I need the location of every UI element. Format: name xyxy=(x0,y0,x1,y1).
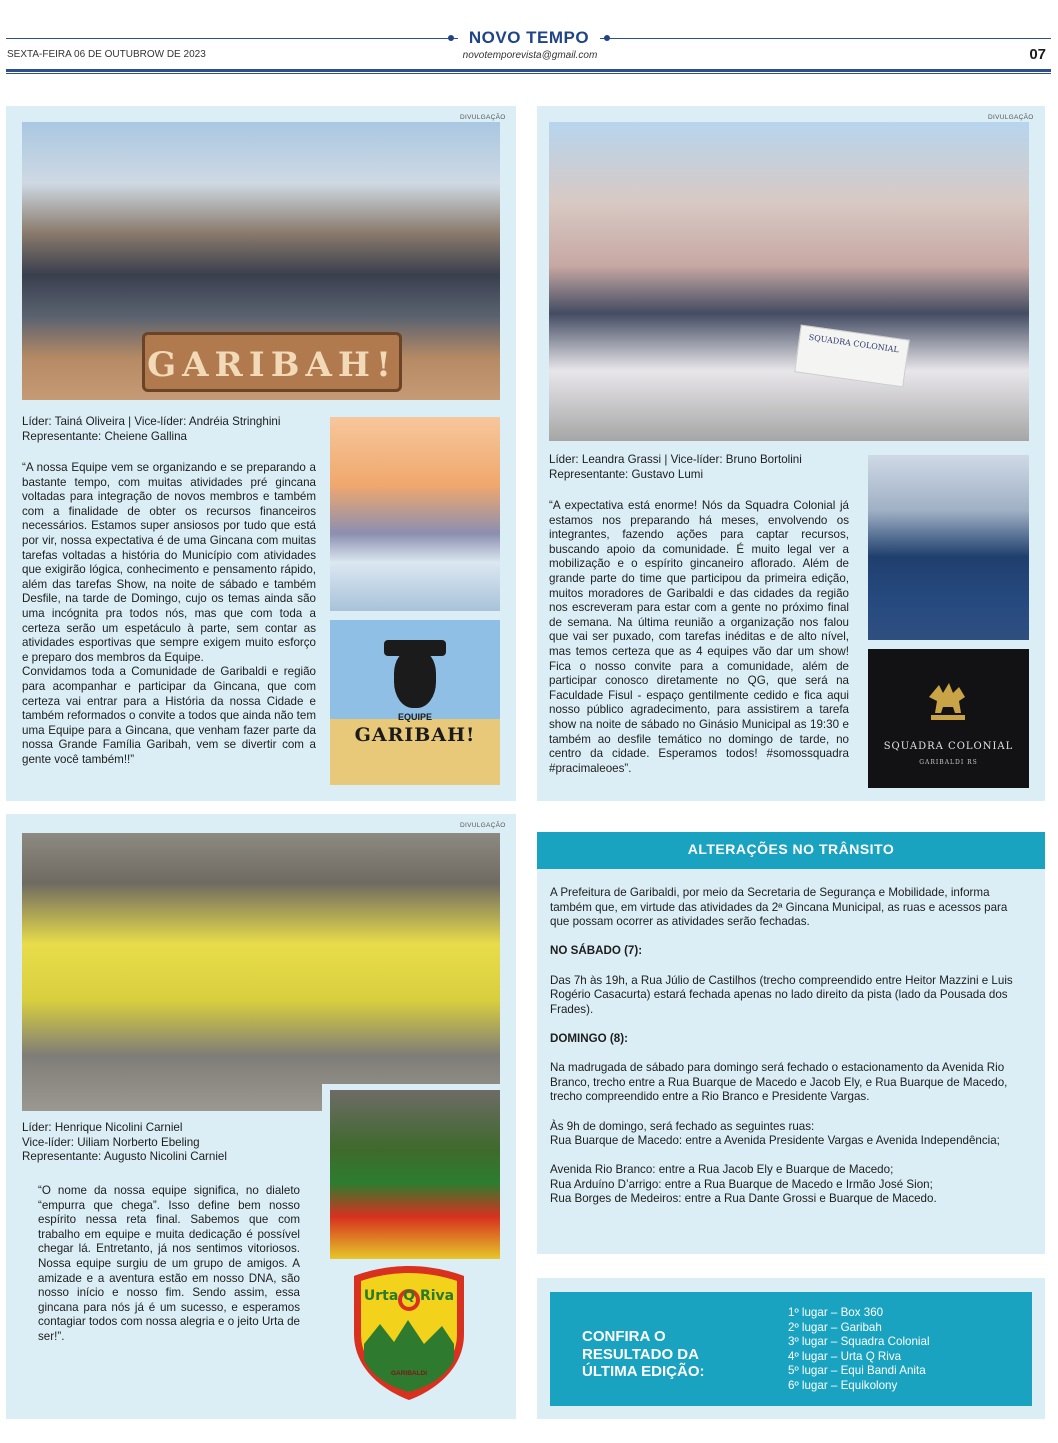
results-item: 4º lugar – Urta Q Riva xyxy=(788,1349,902,1363)
traffic-street-item: Rua Arduíno D’arrigo: entre a Rua Buarque de Macedo e Irmão José Sion; xyxy=(550,1177,933,1191)
urta-team-photo xyxy=(22,833,500,1111)
results-label-line: ÚLTIMA EDIÇÃO: xyxy=(582,1363,705,1380)
squadra-rep-line: Representante: Gustavo Lumi xyxy=(549,467,704,481)
results-item: 6º lugar – Equikolony xyxy=(788,1378,898,1392)
traffic-saturday-text: Das 7h às 19h, a Rua Júlio de Castilhos (trecho compreendido entre Heitor Mazzini e Luis Rogério Casacurta) estará fechada apenas no lado direito da pista (lado da Pousada dos Frades). xyxy=(550,973,1013,1016)
squadra-panel xyxy=(537,106,1045,801)
squadra-team-photo xyxy=(549,122,1029,441)
garibah-logo-name: GARIBAH! xyxy=(354,724,476,746)
header-rule-bottom xyxy=(6,69,1051,72)
garibah-quote xyxy=(22,461,316,767)
garibah-logo-equipe: EQUIPE xyxy=(397,712,432,722)
results-item: 3º lugar – Squadra Colonial xyxy=(788,1335,930,1349)
page-number: 07 xyxy=(1029,46,1046,63)
issue-date: SEXTA-FEIRA 06 DE OUTUBROW DE 2023 xyxy=(7,49,206,60)
urta-logo xyxy=(350,1264,468,1402)
header-dot-left xyxy=(448,35,454,41)
garibah-team-photo xyxy=(22,122,500,400)
traffic-sunday-title: DOMINGO (8): xyxy=(550,1031,628,1045)
traffic-heading: ALTERAÇÕES NO TRÂNSITO xyxy=(687,841,895,857)
squadra-banner xyxy=(794,325,910,388)
garibah-logo xyxy=(330,620,500,785)
squadra-logo-sub: GARIBALDI RS xyxy=(919,759,978,766)
photo-credit: DIVULGAÇÃO xyxy=(988,114,1034,121)
results-label xyxy=(582,1328,704,1381)
results-label-line: CONFIRA O xyxy=(582,1328,666,1345)
garibah-wooden-sign xyxy=(142,332,402,392)
photo-credit: DIVULGAÇÃO xyxy=(460,822,506,829)
header-rule-bottom-thin xyxy=(6,73,1051,74)
traffic-heading-bar xyxy=(537,832,1045,869)
results-item: 5º lugar – Equi Bandi Anita xyxy=(788,1364,926,1378)
results-item: 1º lugar – Box 360 xyxy=(788,1306,884,1319)
garibah-logo-face xyxy=(394,650,436,708)
header-dot-right xyxy=(604,35,610,41)
urta-logo-name: Urta Q Riva xyxy=(363,1288,455,1304)
garibah-paragraph-2: Convidamos toda a Comunidade de Garibaldi e região para acompanhar e participar da Gincana, que com certeza vai entrar para a História da nossa Cidade e também reformados o convite a todos que ainda não tem uma Equipe para a Gincana, que venham fazer parte da nossa Grande Família Garibah, vem se divertir com a gente você também!!” xyxy=(22,665,316,766)
urta-paragraph-1: “O nome da nossa equipe significa, no dialeto “empurra que chega”. Isso define bem nosso espírito nessa reta final. Sabemos que com trabalho em equipe e muita dedicação é possível chegar lá. Entretanto, já nos sentimos vitoriosos. Nossa equipe surgiu de um grupo de amigos. A amizade e a aventura estão em nosso DNA, são nosso início e nosso fim. Sendo assim, essa gincana para nós já é um sucesso, e esperamos contagiar todos com nossa alegria e o jeito Urta de ser!”. xyxy=(38,1184,300,1343)
results-box xyxy=(550,1292,1032,1406)
squadra-logo xyxy=(868,649,1029,788)
garibah-sign-text: GARIBAH! xyxy=(147,345,397,385)
squadra-leaders-photo xyxy=(868,455,1029,640)
squadra-leader-line: Líder: Leandra Grassi | Vice-líder: Bruno Bortolini xyxy=(549,453,802,466)
garibah-panel xyxy=(6,106,516,801)
masthead-title: NOVO TEMPO xyxy=(458,28,600,48)
photo-credit: DIVULGAÇÃO xyxy=(460,114,506,121)
squadra-banner-text: SQUADRA COLONIAL xyxy=(808,332,900,355)
urta-leader-line: Líder: Henrique Nicolini Carniel xyxy=(22,1121,183,1134)
urta-shield-icon xyxy=(350,1264,468,1402)
traffic-sunday-text: Na madrugada de sábado para domingo será fechado o estacionamento da Avenida Rio Branco, trecho entre a Rua Buarque de Macedo e Jacob Ely, e Rua Buarque de Macedo, trecho compreendido entre a Rio Branco e Presidente Vargas. xyxy=(550,1061,1008,1104)
urta-logo-city: GARIBALDI xyxy=(390,1370,428,1377)
garibah-leaders xyxy=(22,415,322,444)
contact-email: novotemporevista@gmail.com xyxy=(462,50,598,61)
results-label-line: RESULTADO DA xyxy=(582,1345,699,1363)
traffic-sunday-9h: Às 9h de domingo, será fechado as seguintes ruas: xyxy=(550,1119,815,1133)
squadra-leaders xyxy=(549,453,849,482)
urta-vice-line: Vice-líder: Uiliam Norberto Ebeling xyxy=(22,1135,200,1149)
garibah-rep-line: Representante: Cheiene Gallina xyxy=(22,429,187,443)
urta-leaders-photo xyxy=(322,1084,500,1259)
winged-lion-icon xyxy=(925,679,971,723)
squadra-paragraph-1: “A expectativa está enorme! Nós da Squadra Colonial já estamos nos preparando há meses, envolvendo os integrantes, fazendo ações para captar recursos, buscando apoio da comunidade. É muito legal ver a mobilização e o espírito gincaneiro aflorado. Além de grande parte do time que participou da primeira edição, muitos moradores de Garibaldi e das cidades da região nos escreveram para estar com a gente no próximo final de semana. Na última reunião a organização nos falou que vai ser puxado, com tarefas inéditas e de alto nível, mas temos certeza que as 4 equipes vão dar um show! Fica o nosso convite para a comunidade, além de participar conosco diretamente no QG, que será na Faculdade Fisul - espaço gentilmente cedido e fica aqui nosso público agradecimento, para assistirem a tarefa show na noite de sábado no Ginásio Municipal as 19:30 e também ao desfile temático no domingo de tarde, no centro da cidade. Esperamos todos! #somossquadra #pracimaleoes”. xyxy=(549,499,849,775)
traffic-street-item: Avenida Rio Branco: entre a Rua Jacob Ely e Buarque de Macedo; xyxy=(550,1163,894,1177)
squadra-quote xyxy=(549,499,849,776)
traffic-street-item: Rua Borges de Medeiros: entre a Rua Dante Grossi e Buarque de Macedo. xyxy=(550,1192,937,1206)
urta-quote xyxy=(38,1184,300,1345)
garibah-leaders-photo xyxy=(330,417,500,611)
results-item: 2º lugar – Garibah xyxy=(788,1320,882,1334)
urta-leaders xyxy=(22,1121,312,1165)
traffic-intro: A Prefeitura de Garibaldi, por meio da Secretaria de Segurança e Mobilidade, informa também que, em virtude das atividades da 2ª Gincana Municipal, as ruas e acessos para que possam ocorrer as atividades serão fechadas. xyxy=(550,886,1008,929)
garibah-leader-line: Líder: Tainá Oliveira | Vice-líder: Andréia Stringhini xyxy=(22,415,281,428)
urta-panel xyxy=(6,814,516,1419)
squadra-logo-name: SQUADRA COLONIAL xyxy=(883,741,1014,752)
traffic-street-buarque: Rua Buarque de Macedo: entre a Avenida Presidente Vargas e Avenida Independência; xyxy=(550,1134,1000,1148)
urta-rep-line: Representante: Augusto Nicolini Carniel xyxy=(22,1150,227,1164)
garibah-paragraph-1: “A nossa Equipe vem se organizando e se preparando a bastante tempo, com muitas atividades pré gincana voltadas para integração de novos membros e também com a finalidade de obter os recursos financeiros necessários. Estamos super ansiosos por tudo que está por vir, nossa expectativa é de uma Gincana com muitas tarefas voltadas a história do Município com atividades que exigirão lógica, conhecimento e pensamento rápido, além das tarefas Show, na noite de sábado e também Desfile, na tarde de Domingo, cujo os temas ainda são uma incógnita pra todos nós, mas que com toda a certeza serão um espetáculo à parte, sem contar as atividades esportivas que sempre exigem muito esforço e preparo dos membros da Equipe. xyxy=(22,461,316,664)
traffic-saturday-title: NO SÁBADO (7): xyxy=(550,944,643,958)
results-list xyxy=(788,1306,930,1394)
traffic-body xyxy=(550,886,1028,1207)
